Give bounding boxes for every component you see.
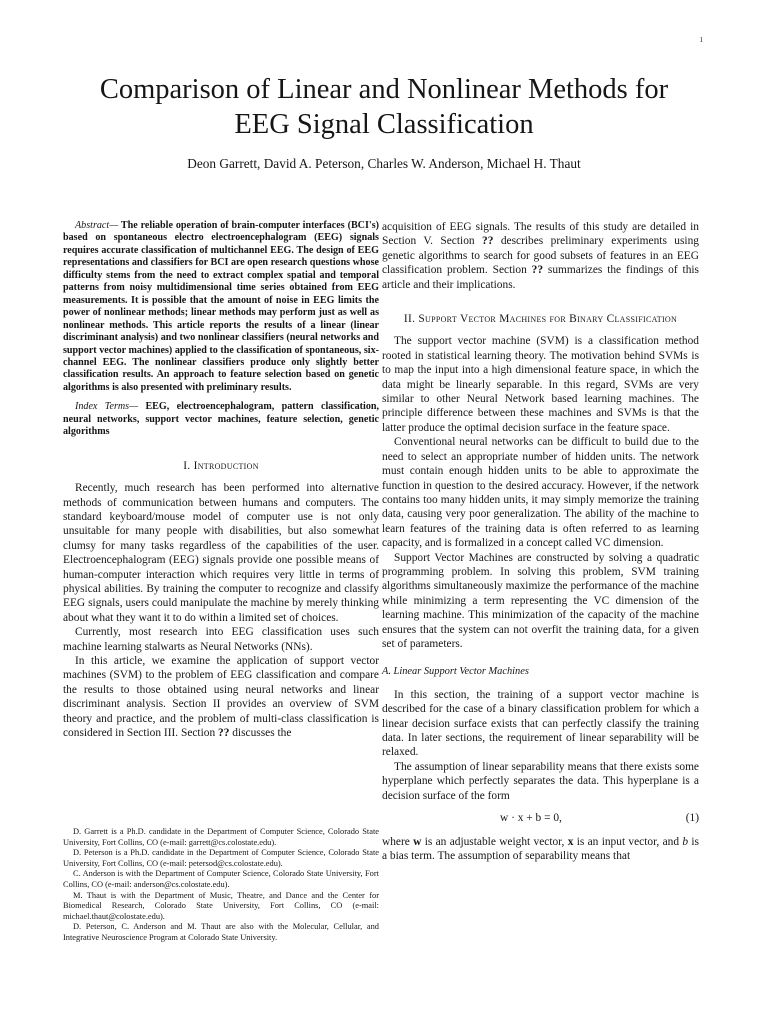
page-number: 1 <box>699 36 703 44</box>
equation-expression: w · x + b = 0, <box>500 812 562 825</box>
intro-continuation-b: describes preliminary experiments using genetic algorithms to search for good subsets of features in an EEG classification problem. Section <box>382 235 699 277</box>
footnote-thaut: M. Thaut is with the Department of Music, Theatre, and Dance and the Center for Biomedical Research, Colorado State University, Fort Collins, CO (e-mail: michael.thaut@colostate.edu). <box>63 890 379 921</box>
footnote-garrett: D. Garrett is a Ph.D. candidate in the Department of Computer Science, Colorado State University, Fort Collins, CO (e-mail: garrett@cs.colostate.edu). <box>63 827 379 847</box>
p3-b: is an adjustable weight vector, <box>421 836 568 849</box>
p3-c: is an input vector, and <box>573 836 683 849</box>
footnote-peterson: D. Peterson is a Ph.D. candidate in the Department of Computer Science, Colorado State University, Fort Collins, CO (e-mail: petersod@cs.colostate.edu). <box>63 848 379 868</box>
unresolved-reference: ?? <box>218 727 230 740</box>
author-list: Deon Garrett, David A. Peterson, Charles W. Anderson, Michael H. Thaut <box>187 156 581 171</box>
intro-continuation-c: summarizes the findings of this article and their implications. <box>382 264 699 291</box>
subsection-heading-linear-svm: A. Linear Support Vector Machines <box>382 666 529 678</box>
paper-title <box>40 72 728 142</box>
title-line-2: EEG Signal Classification <box>234 109 534 140</box>
linear-svm-paragraph-1: In this section, the training of a support vector machine is described for the case of a binary classification problem for which a linear decision surface exists that can perfectly classify the training data. In later sections, the requirement of linear separability will be relaxed. <box>382 688 699 759</box>
unresolved-reference: ?? <box>531 264 544 277</box>
equation-1 <box>382 809 699 829</box>
svm-paragraph-1: The support vector machine (SVM) is a classification method rooted in statistical learning theory. The motivation behind SVMs is to map the input into a high dimensional feature space, in which the data might be linearly separable. In this regard, SVMs are very similar to other Neural Network based learning machines. The principle difference between these machines and SVMs is that the latter produce the optimal decision surface in the feature space. <box>382 335 699 434</box>
var-w: w <box>413 836 422 849</box>
index-terms <box>63 401 379 438</box>
footnote-affiliation: D. Peterson, C. Anderson and M. Thaut are also with the Molecular, Cellular, and Integrative Neuroscience Program at Colorado State University. <box>63 922 379 942</box>
equation-number: (1) <box>685 812 699 825</box>
footnote-anderson: C. Anderson is with the Department of Computer Science, Colorado State University, Fort Collins, CO (e-mail: anderson@cs.colostate.edu). <box>63 869 379 889</box>
section-heading-introduction: I. Introduction <box>183 459 259 472</box>
unresolved-reference: ?? <box>482 235 494 248</box>
footnotes <box>63 827 379 944</box>
index-terms-text: EEG, electroencephalogram, pattern classification, neural networks, support vector machines, feature selection, genetic algorithms <box>63 401 380 438</box>
intro-paragraph-1: Recently, much research has been performed into alternative methods of communication between humans and computers. The standard keyboard/mouse model of computer use is not only unsuitable for many people with disabilities, but also somewhat clumsy for many tasks regardless of the capabilities of the user. Electroencephalogram (EEG) signals provide one possible means of human-computer interaction which requires very little in terms of physical abilities. By training the computer to recognize and classify EEG signals, users could manipulate the machine by merely thinking about what they want it to do within a limited set of choices. <box>63 482 379 624</box>
intro-paragraph-3 <box>63 654 379 740</box>
intro-continuation-a: acquisition of EEG signals. The results of this study are detailed in Section V. Section <box>382 221 699 248</box>
right-column <box>382 220 699 864</box>
var-x: x <box>567 836 574 849</box>
svm-paragraph-2: Conventional neural networks can be difficult to build due to the need to select an appropriate number of hidden units. The network must contain enough hidden units to be able to approximate the function in question to the desired accuracy. However, if the network contains too many hidden units, it may simply memorize the training data, causing very poor generalization. The ability of the machine to learn features of the training data is often referred to as learning capacity, and is formalized in a concept called VC dimension. <box>382 436 699 550</box>
p3-d: is a bias term. The assumption of separability means that <box>382 836 699 863</box>
svm-paragraph-3: Support Vector Machines are constructed by solving a quadratic programming problem. In solving this problem, SVM training algorithms simultaneously maximize the performance of the machine while minimizing a term representing the VC dimension of the learning machine. This minimization of the capacity of the machine ensures that the system can not overfit the training data, for a given set of parameters. <box>382 551 699 650</box>
linear-svm-paragraph-2: The assumption of linear separability means that there exists some hyperplane which perfectly separates the data. This hyperplane is a decision surface of the form <box>382 760 699 802</box>
abstract-text: The reliable operation of brain-computer interfaces (BCI's) based on spontaneous electro electroencephalogram (EEG) signals requires accurate classification of multichannel EEG. The design of EEG representations and classifiers for BCI are open research questions whose difficulty stems from the need to extract complex spatial and temporal patterns from noisy multidimensional time series obtained from EEG measurements. It is possible that the amount of noise in EEG limits the power of nonlinear methods; linear methods may perform just as well as nonlinear methods. This article reports the results of a linear (linear discriminant analysis) and two nonlinear classifiers (neural networks and support vector machines) applied to the classification of spontaneous, six-channel EEG. The nonlinear classifiers produce only slightly better classification results. An approach to feature selection based on genetic algorithms is also presented with preliminary results. <box>63 220 379 393</box>
intro-paragraph-3-text: In this article, we examine the application of support vector machines (SVM) to the problem of EEG classification and compare the results to those obtained using neural networks and linear discriminant analysis. Section II provides an overview of SVM theory and practice, and the problem of multi-class classification is considered in Section III. Section <box>63 654 379 740</box>
p3-a: where <box>382 836 414 849</box>
abstract-lead: Abstract— <box>75 220 119 231</box>
left-column <box>63 220 379 740</box>
abstract <box>63 220 379 394</box>
intro-paragraph-3-end: discusses the <box>229 727 292 740</box>
linear-svm-paragraph-3 <box>382 835 699 864</box>
section-heading-svm: II. Support Vector Machines for Binary Classification <box>403 313 678 326</box>
title-line-1: Comparison of Linear and Nonlinear Methods for <box>99 74 669 105</box>
intro-continuation <box>382 220 699 292</box>
index-terms-lead: Index Terms— <box>75 401 139 413</box>
intro-paragraph-2: Currently, most research into EEG classification uses such machine learning stalwarts as Neural Networks (NNs). <box>63 626 379 653</box>
var-b: b <box>682 836 689 849</box>
